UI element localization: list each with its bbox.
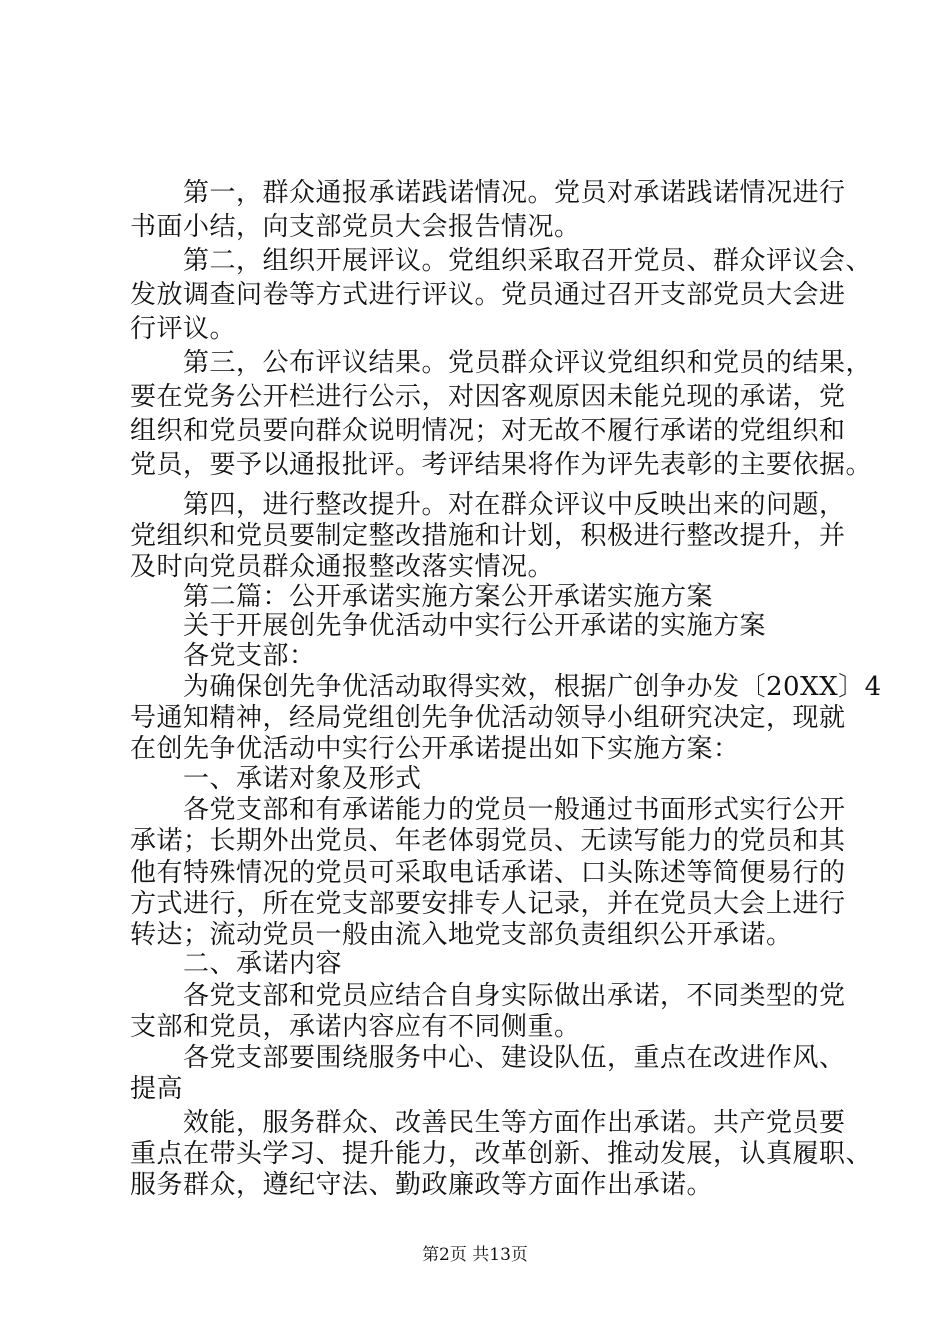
- text-line: 为确保创先争优活动取得实效，根据广创争办发〔20XX〕4: [130, 672, 882, 702]
- text-line: 方式进行，所在党支部要安排专人记录，并在党员大会上进行: [130, 889, 846, 919]
- text-line: 党员，要予以通报批评。考评结果将作为评先表彰的主要依据。: [130, 450, 873, 480]
- page-number-footer: 第2页 共13页: [422, 1245, 528, 1265]
- text-line: 在创先争优活动中实行公开承诺提出如下实施方案：: [130, 734, 740, 764]
- text-line: 提高: [130, 1074, 184, 1104]
- text-line: 要在党务公开栏进行公示，对因客观原因未能兑现的承诺，党: [130, 382, 846, 412]
- text-line: 第四，进行整改提升。对在群众评议中反映出来的问题，: [130, 490, 846, 520]
- text-line: 各党支部和有承诺能力的党员一般通过书面形式实行公开: [130, 795, 846, 825]
- salutation: 各党支部：: [130, 641, 316, 671]
- text-line: 组织和党员要向群众说明情况；对无故不履行承诺的党组织和: [130, 416, 846, 446]
- text-line: 发放调查问卷等方式进行评议。党员通过召开支部党员大会进: [130, 280, 846, 310]
- text-line: 书面小结，向支部党员大会报告情况。: [130, 212, 581, 242]
- text-line: 效能，服务群众、改善民生等方面作出承诺。共产党员要: [130, 1108, 846, 1138]
- text-line: 支部和党员，承诺内容应有不同侧重。: [130, 1012, 581, 1042]
- text-line: 他有特殊情况的党员可采取电话承诺、口头陈述等简便易行的: [130, 858, 846, 888]
- section-heading: 二、承诺内容: [130, 949, 343, 979]
- text-line: 各党支部和党员应结合自身实际做出承诺，不同类型的党: [130, 981, 846, 1011]
- section-heading: 第二篇：公开承诺实施方案公开承诺实施方案: [130, 582, 714, 612]
- text-line: 各党支部要围绕服务中心、建设队伍，重点在改进作风、: [130, 1043, 846, 1073]
- text-line: 第二，组织开展评议。党组织采取召开党员、群众评议会、: [130, 246, 873, 276]
- document-title: 关于开展创先争优活动中实行公开承诺的实施方案: [130, 611, 767, 641]
- text-line: 第三，公布评议结果。党员群众评议党组织和党员的结果，: [130, 348, 873, 378]
- text-line: 重点在带头学习、提升能力，改革创新、推动发展，认真履职、: [130, 1139, 873, 1169]
- text-line: 转达；流动党员一般由流入地党支部负责组织公开承诺。: [130, 920, 793, 950]
- text-line: 及时向党员群众通报整改落实情况。: [130, 552, 555, 582]
- text-line: 号通知精神，经局党组创先争优活动领导小组研究决定，现就: [130, 703, 846, 733]
- text-line: 党组织和党员要制定整改措施和计划，积极进行整改提升，并: [130, 521, 846, 551]
- text-line: 第一，群众通报承诺践诺情况。党员对承诺践诺情况进行: [130, 178, 846, 208]
- text-line: 服务群众，遵纪守法、勤政廉政等方面作出承诺。: [130, 1170, 714, 1200]
- text-line: 承诺；长期外出党员、年老体弱党员、无读写能力的党员和其: [130, 826, 846, 856]
- section-heading: 一、承诺对象及形式: [130, 764, 422, 794]
- text-line: 行评议。: [130, 314, 237, 344]
